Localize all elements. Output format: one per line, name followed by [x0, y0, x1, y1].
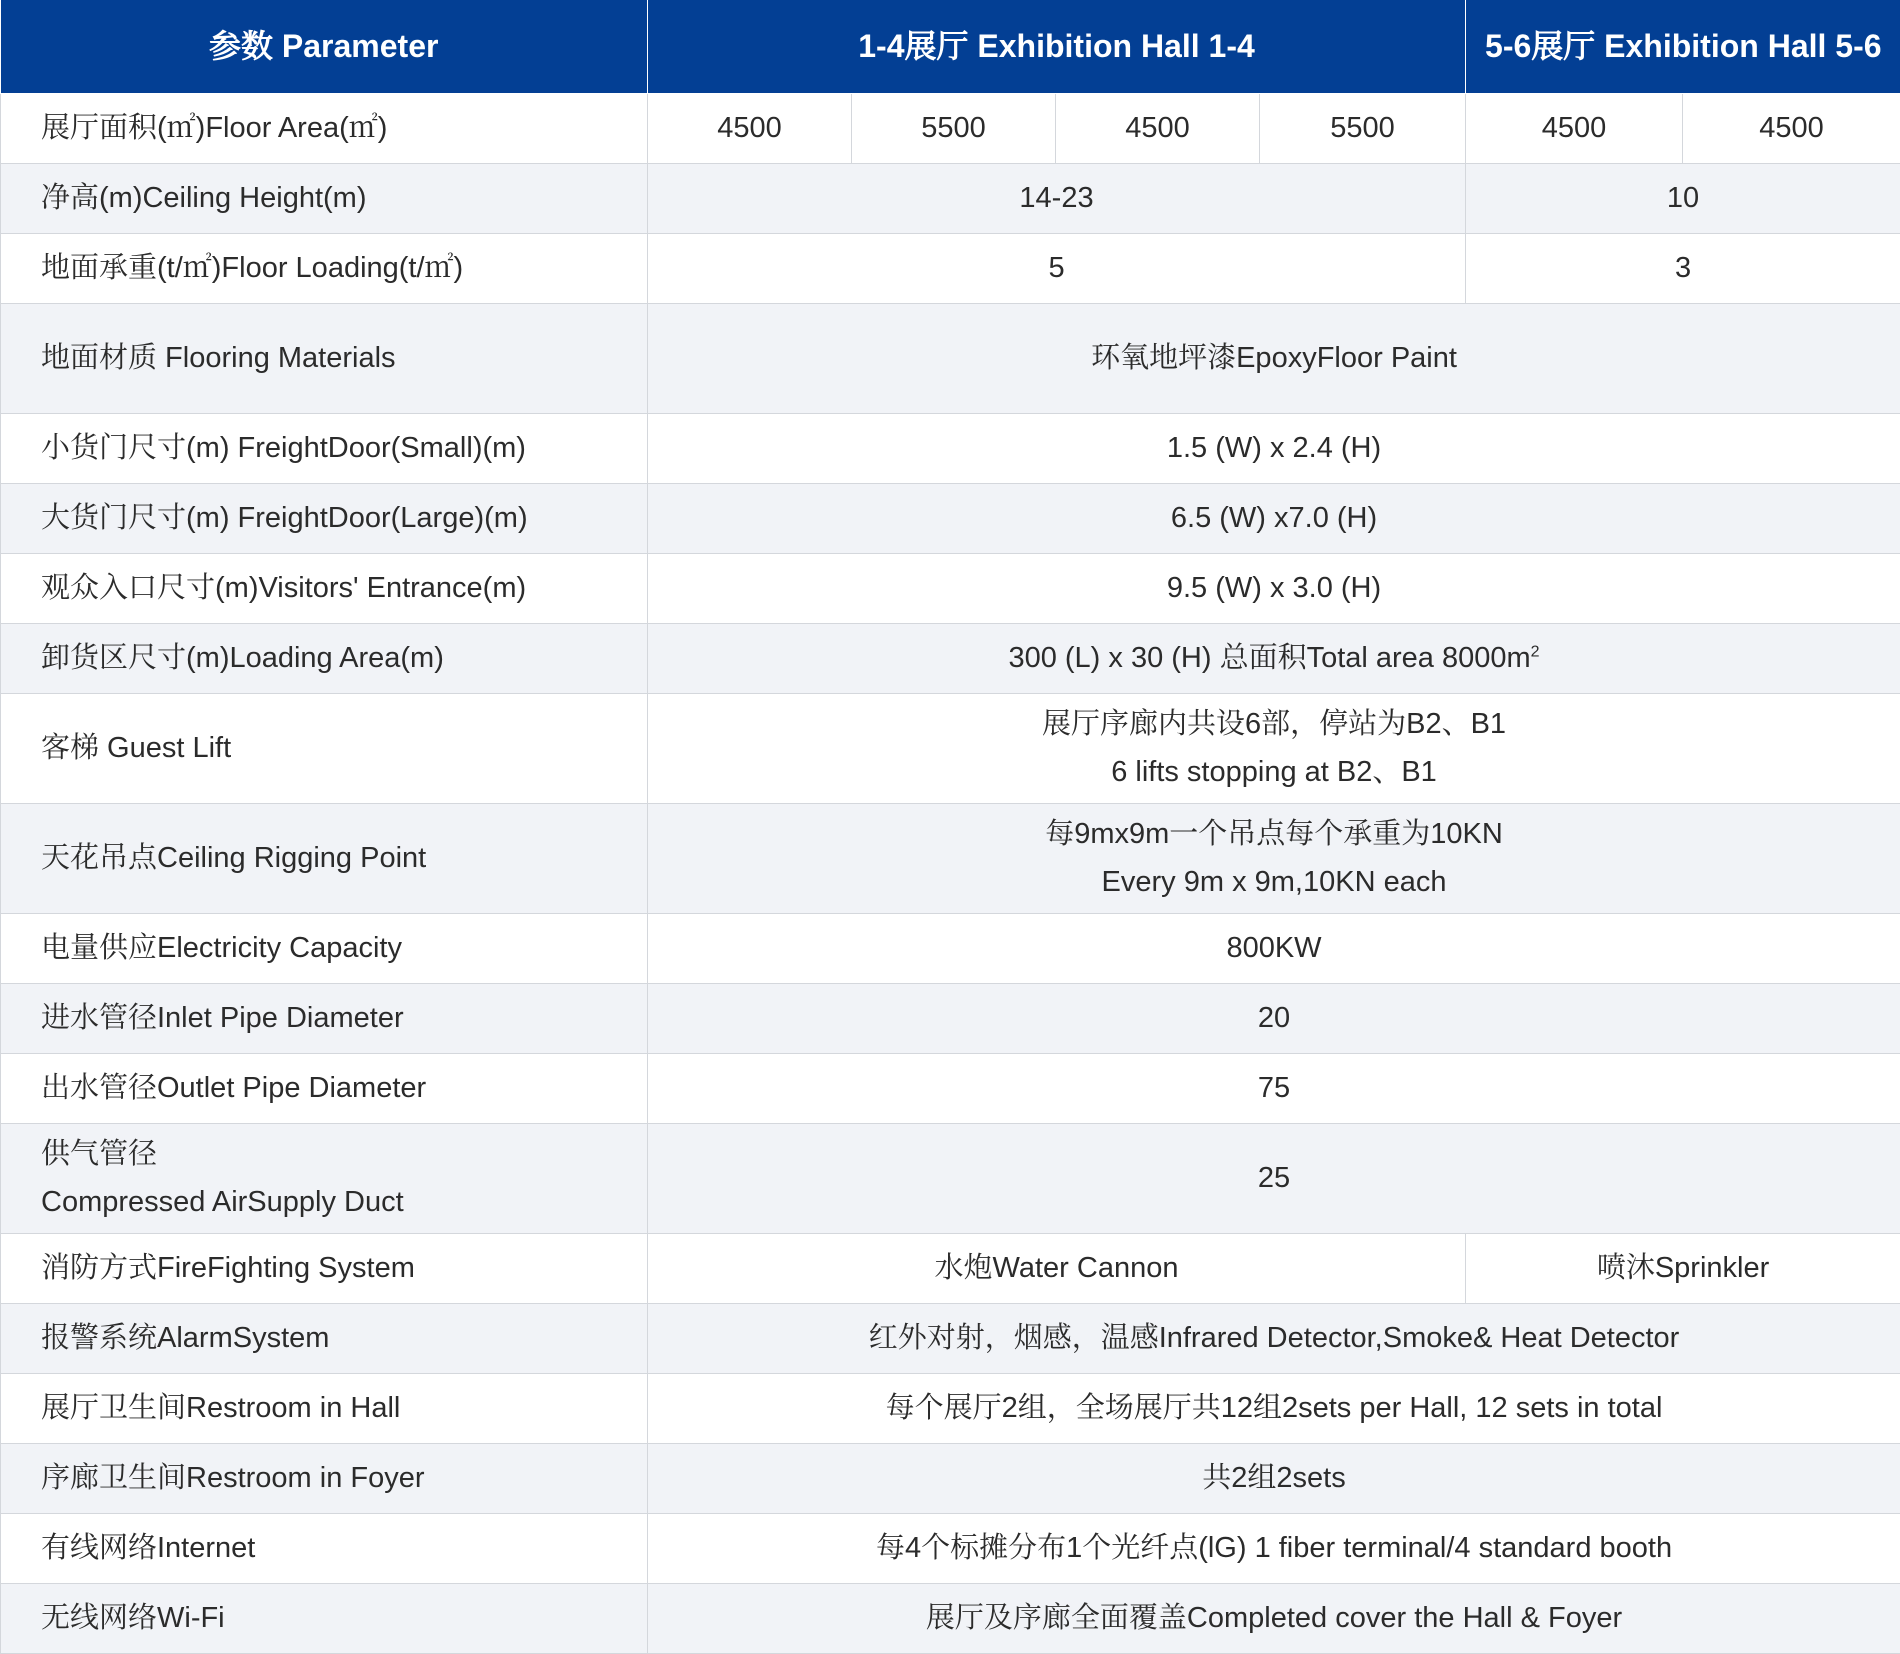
floor-area-value: 4500	[1683, 93, 1900, 163]
squared-superscript: 2	[1530, 643, 1540, 661]
large-door-value: 6.5 (W) x7.0 (H)	[648, 483, 1900, 553]
row-label: 观众入口尺寸(m)Visitors' Entrance(m)	[1, 553, 648, 623]
row-ceiling-height	[1, 163, 1900, 233]
guest-lift-cell	[648, 693, 1900, 803]
alarm-value: 红外对射，烟感，温感Infrared Detector,Smoke& Heat Detector	[648, 1303, 1900, 1373]
row-label: 序廊卫生间Restroom in Foyer	[1, 1443, 648, 1513]
row-label: 有线网络Internet	[1, 1513, 648, 1583]
row-outlet-pipe	[1, 1053, 1900, 1123]
floor-area-value: 4500	[1056, 93, 1260, 163]
row-floor-loading	[1, 233, 1900, 303]
wifi-value: 展厅及序廊全面覆盖Completed cover the Hall & Foyer	[648, 1583, 1900, 1653]
row-label: 天花吊点Ceiling Rigging Point	[1, 803, 648, 913]
inlet-pipe-value: 20	[648, 983, 1900, 1053]
row-label: 净高(m)Ceiling Height(m)	[1, 163, 648, 233]
ceiling-height-hall-1-4: 14-23	[648, 163, 1466, 233]
floor-area-value: 4500	[648, 93, 852, 163]
loading-area-cell	[648, 623, 1900, 693]
row-label: 地面承重(t/㎡)Floor Loading(t/㎡)	[1, 233, 648, 303]
header-parameter: 参数 Parameter	[1, 0, 648, 93]
small-door-value: 1.5 (W) x 2.4 (H)	[648, 413, 1900, 483]
row-restroom-foyer	[1, 1443, 1900, 1513]
header-hall-1-4: 1-4展厅 Exhibition Hall 1-4	[648, 0, 1466, 93]
row-guest-lift	[1, 693, 1900, 803]
entrance-value: 9.5 (W) x 3.0 (H)	[648, 553, 1900, 623]
rigging-line-en: Every 9m x 9m,10KN each	[1101, 866, 1447, 898]
fire-fighting-hall-1-4: 水炮Water Cannon	[648, 1233, 1466, 1303]
row-small-freight-door	[1, 413, 1900, 483]
row-floor-area	[1, 93, 1900, 163]
row-electricity	[1, 913, 1900, 983]
ceiling-height-hall-5-6: 10	[1466, 163, 1900, 233]
row-label: 报警系统AlarmSystem	[1, 1303, 648, 1373]
electricity-value: 800KW	[648, 913, 1900, 983]
air-supply-value: 25	[648, 1123, 1900, 1233]
air-supply-label-cn: 供气管径	[41, 1138, 158, 1170]
row-label: 展厅面积(㎡)Floor Area(㎡)	[1, 93, 648, 163]
row-alarm-system	[1, 1303, 1900, 1373]
row-label: 无线网络Wi-Fi	[1, 1583, 648, 1653]
floor-area-value: 4500	[1466, 93, 1683, 163]
header-row	[1, 0, 1900, 93]
restroom-foyer-value: 共2组2sets	[648, 1443, 1900, 1513]
row-label: 电量供应Electricity Capacity	[1, 913, 648, 983]
air-supply-label-en: Compressed AirSupply Duct	[41, 1186, 404, 1218]
loading-area-value: 300 (L) x 30 (H) 总面积Total area 8000m	[1008, 642, 1531, 674]
fire-fighting-hall-5-6: 喷沐Sprinkler	[1466, 1233, 1900, 1303]
restroom-hall-value: 每个展厅2组，全场展厅共12组2sets per Hall, 12 sets in total	[648, 1373, 1900, 1443]
row-flooring-materials	[1, 303, 1900, 413]
internet-value: 每4个标摊分布1个光纤点(lG) 1 fiber terminal/4 standard booth	[648, 1513, 1900, 1583]
header-hall-5-6: 5-6展厅 Exhibition Hall 5-6	[1466, 0, 1900, 93]
row-label: 卸货区尺寸(m)Loading Area(m)	[1, 623, 648, 693]
row-loading-area	[1, 623, 1900, 693]
row-label: 出水管径Outlet Pipe Diameter	[1, 1053, 648, 1123]
floor-loading-hall-1-4: 5	[648, 233, 1466, 303]
row-internet	[1, 1513, 1900, 1583]
guest-lift-line-en: 6 lifts stopping at B2、B1	[1111, 756, 1437, 788]
air-supply-label	[1, 1123, 648, 1233]
row-ceiling-rigging	[1, 803, 1900, 913]
row-wifi	[1, 1583, 1900, 1653]
row-label: 消防方式FireFighting System	[1, 1233, 648, 1303]
floor-loading-hall-5-6: 3	[1466, 233, 1900, 303]
row-label: 进水管径Inlet Pipe Diameter	[1, 983, 648, 1053]
row-label: 地面材质 Flooring Materials	[1, 303, 648, 413]
floor-area-value: 5500	[1260, 93, 1466, 163]
floor-area-value: 5500	[852, 93, 1056, 163]
row-visitors-entrance	[1, 553, 1900, 623]
row-label: 大货门尺寸(m) FreightDoor(Large)(m)	[1, 483, 648, 553]
flooring-value: 环氧地坪漆EpoxyFloor Paint	[648, 303, 1900, 413]
row-large-freight-door	[1, 483, 1900, 553]
row-air-supply	[1, 1123, 1900, 1233]
row-label: 客梯 Guest Lift	[1, 693, 648, 803]
guest-lift-line-cn: 展厅序廊内共设6部，停站为B2、B1	[1041, 708, 1507, 740]
row-inlet-pipe	[1, 983, 1900, 1053]
row-label: 展厅卫生间Restroom in Hall	[1, 1373, 648, 1443]
outlet-pipe-value: 75	[648, 1053, 1900, 1123]
rigging-cell	[648, 803, 1900, 913]
row-fire-fighting	[1, 1233, 1900, 1303]
row-label: 小货门尺寸(m) FreightDoor(Small)(m)	[1, 413, 648, 483]
row-restroom-hall	[1, 1373, 1900, 1443]
rigging-line-cn: 每9mx9m一个吊点每个承重为10KN	[1045, 818, 1503, 850]
